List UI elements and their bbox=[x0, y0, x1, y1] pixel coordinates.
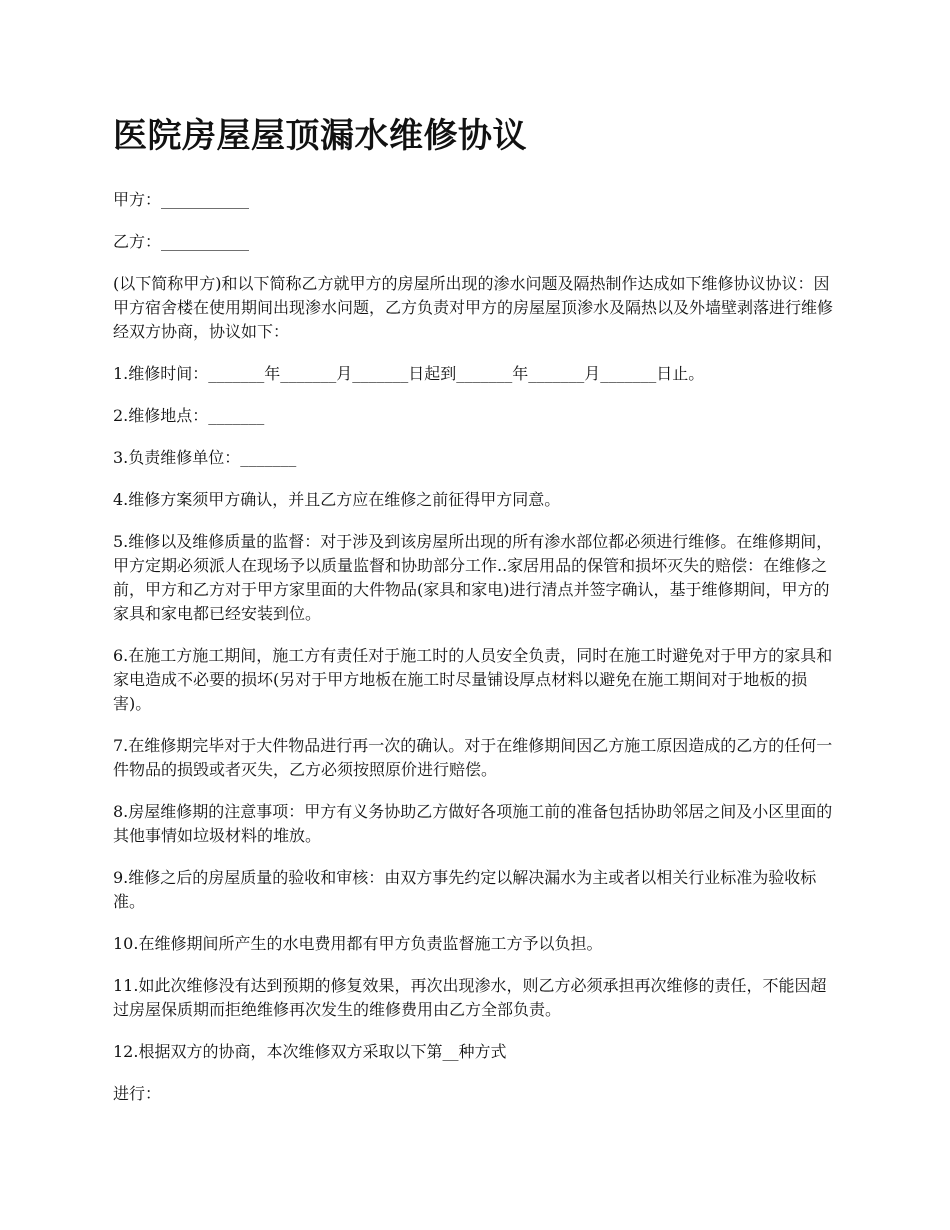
intro-paragraph: (以下简称甲方)和以下简称乙方就甲方的房屋所出现的渗水问题及隔热制作达成如下维修协议协议：因甲方宿舍楼在使用期间出现渗水问题，乙方负责对甲方的房屋屋顶渗水及隔热以及外墙壁剥落进行维修经双方协商，协议如下： bbox=[113, 274, 834, 341]
party-a-line: 甲方：___________ bbox=[113, 190, 250, 209]
clause-11-warranty: 11.如此次维修没有达到预期的修复效果，再次出现渗水，则乙方必须承担再次维修的责任，不能因超过房屋保质期而拒绝维修再次发生的维修费用由乙方全部负责。 bbox=[113, 976, 827, 1019]
clause-3-unit: 3.负责维修单位：_______ bbox=[113, 448, 297, 467]
clause-10-utilities: 10.在维修期间所产生的水电费用都有甲方负责监督施工方予以负担。 bbox=[113, 934, 603, 953]
clause-2-location: 2.维修地点：_______ bbox=[113, 406, 265, 425]
closing-line: 进行： bbox=[113, 1084, 162, 1103]
document-title: 医院房屋屋顶漏水维修协议 bbox=[113, 116, 527, 156]
party-b-line: 乙方：___________ bbox=[113, 232, 250, 251]
clause-8-notes: 8.房屋维修期的注意事项：甲方有义务协助乙方做好各项施工前的准备包括协助邻居之间及小区里面的其他事情如垃圾材料的堆放。 bbox=[113, 802, 833, 845]
document-page bbox=[113, 112, 838, 1124]
clause-12-method: 12.根据双方的协商，本次维修双方采取以下第__种方式 bbox=[113, 1042, 507, 1061]
clause-4-plan: 4.维修方案须甲方确认，并且乙方应在维修之前征得甲方同意。 bbox=[113, 490, 561, 509]
clause-7-confirmation: 7.在维修期完毕对于大件物品进行再一次的确认。对于在维修期间因乙方施工原因造成的乙方的任何一件物品的损毁或者灭失，乙方必须按照原价进行赔偿。 bbox=[113, 736, 833, 779]
clause-1-time: 1.维修时间：_______年_______月_______日起到_______年_______月_______日止。 bbox=[113, 364, 705, 383]
clause-5-quality: 5.维修以及维修质量的监督：对于涉及到该房屋所出现的所有渗水部位都必须进行维修。在维修期间，甲方定期必须派人在现场予以质量监督和协助部分工作..家居用品的保管和损坏灭失的赔偿：在维修之前，甲方和乙方对于甲方家里面的大件物品(家具和家电)进行清点并签字确认，基于维修期间，甲方的家具和家电都已经安装到位。 bbox=[113, 532, 833, 623]
clause-6-safety: 6.在施工方施工期间，施工方有责任对于施工时的人员安全负责，同时在施工时避免对于甲方的家具和家电造成不必要的损坏(另对于甲方地板在施工时尽量铺设厚点材料以避免在施工期间对于地板的损害)。 bbox=[113, 646, 833, 713]
clause-9-acceptance: 9.维修之后的房屋质量的验收和审核：由双方事先约定以解决漏水为主或者以相关行业标准为验收标准。 bbox=[113, 868, 817, 911]
